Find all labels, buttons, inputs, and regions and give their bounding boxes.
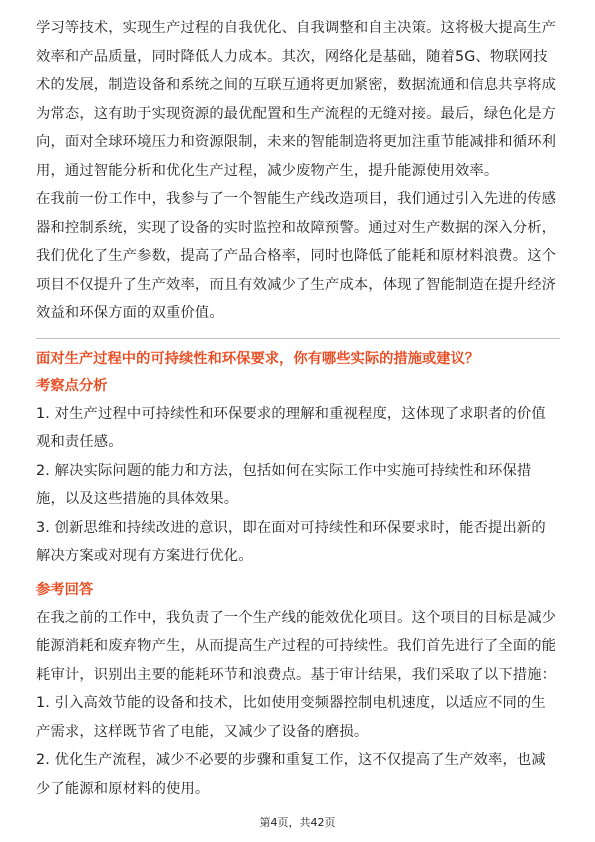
analysis-item-1: 1. 对生产过程中可持续性和环保要求的理解和重视程度，这体现了求职者的价值观和责任感。 [36, 405, 546, 450]
analysis-item-2: 2. 解决实际问题的能力和方法，包括如何在实际工作中实施可持续性和环保措施，以及这些措施的具体效果。 [36, 462, 532, 507]
page-number-footer: 第4页，共42页 [259, 816, 336, 829]
analysis-item-3: 3. 创新思维和持续改进的意识，即在面对可持续性和环保要求时，能否提出新的解决方案或对现有方案进行优化。 [36, 519, 546, 564]
answer-item-2: 2. 优化生产流程，减少不必要的步骤和重复工作，这不仅提高了生产效率，也减少了能源和原材料的使用。 [36, 752, 546, 797]
question-heading: 面对生产过程中的可持续性和环保要求，你有哪些实际的措施或建议？ [36, 350, 480, 367]
intro-paragraph-2: 在我前一份工作中，我参与了一个智能生产线改造项目，我们通过引入先进的传感器和控制系统，实现了设备的实时监控和故障预警。通过对生产数据的深入分析，我们优化了生产参数，提高了产品合格率，同时也降低了能耗和原材料浪费。这个项目不仅提升了生产效率，而且有效减少了生产成本，体现了智能制造在提升经济效益和环保方面的双重价值。 [36, 191, 557, 321]
answer-heading: 参考回答 [36, 581, 94, 598]
document-page [36, 14, 560, 803]
intro-paragraph-1: 学习等技术，实现生产过程的自我优化、自我调整和自主决策。这将极大提高生产效率和产品质量，同时降低人力成本。其次，网络化是基础，随着5G、物联网技术的发展，制造设备和系统之间的互联互通将更加紧密，数据流通和信息共享将成为常态，这有助于实现资源的最优配置和生产流程的无缝对接。最后，绿色化是方向，面对全球环境压力和资源限制，未来的智能制造将更加注重节能减排和循环利用，通过智能分析和优化生产过程，减少废物产生，提升能源使用效率。 [36, 20, 557, 179]
answer-paragraph-1: 在我之前的工作中，我负责了一个生产线的能效优化项目。这个项目的目标是减少能源消耗和废弃物产生，从而提高生产过程的可持续性。我们首先进行了全面的能耗审计，识别出主要的能耗环节和浪费点。基于审计结果，我们采取了以下措施： [36, 609, 557, 683]
analysis-heading: 考察点分析 [36, 377, 108, 394]
section-divider [36, 338, 560, 339]
answer-item-1: 1. 引入高效节能的设备和技术，比如使用变频器控制电机速度，以适应不同的生产需求，这样既节省了电能，又减少了设备的磨损。 [36, 695, 546, 740]
